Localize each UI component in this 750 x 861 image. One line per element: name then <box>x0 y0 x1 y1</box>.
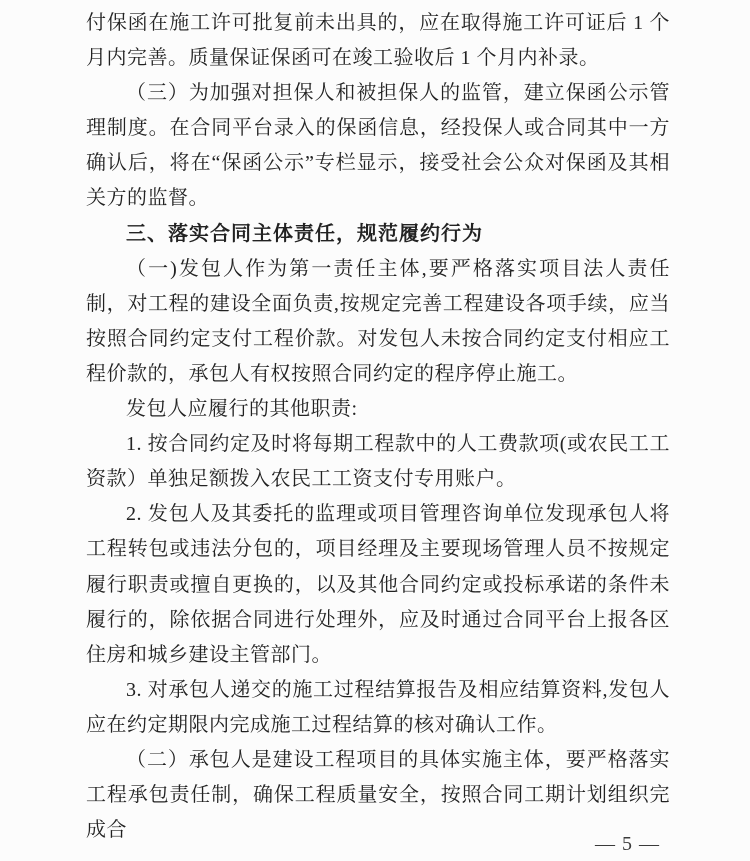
paragraph-duty-2-subcontracting-report: 2. 发包人及其委托的监理或项目管理咨询单位发现承包人将工程转包或违法分包的，项目经理及主要现场管理人员不按规定履行职责或擅自更换的，以及其他合同约定或投标承诺的条件未履行的，除依据合同进行处理外，应及时通过合同平台上报各区住房和城乡建设主管部门。 <box>86 503 670 666</box>
paragraph-item-1-employer-responsibility: （一)发包人作为第一责任主体,要严格落实项目法人责任制，对工程的建设全面负责,按规定完善工程建设各项手续，应当按照合同约定支付工程价款。对发包人未按合同约定支付相应工程价款的，承包人有权按照合同约定的程序停止施工。 <box>86 257 670 385</box>
paragraph-duty-1-wage-account: 1. 按合同约定及时将每期工程款中的人工费款项(或农民工工资款）单独足额拨入农民工工资支付专用账户。 <box>86 433 670 491</box>
page-number: — 5 — <box>595 833 660 855</box>
paragraph-item-2-contractor-responsibility: （二）承包人是建设工程项目的具体实施主体，要严格落实工程承包责任制，确保工程质量安全，按照合同工期计划组织完成合 <box>86 748 670 842</box>
paragraph-continuation: 付保函在施工许可批复前未出具的，应在取得施工许可证后 1 个月内完善。质量保证保函可在竣工验收后 1 个月内补录。 <box>86 12 670 70</box>
document-page <box>86 6 670 848</box>
paragraph-item-3-guarantee-publicity: （三）为加强对担保人和被担保人的监管，建立保函公示管理制度。在合同平台录入的保函信息，经投保人或合同其中一方确认后，将在“保函公示”专栏显示，接受社会公众对保函及其相关方的监督。 <box>86 82 670 210</box>
paragraph-employer-duties-lead: 发包人应履行的其他职责: <box>126 398 358 421</box>
paragraph-duty-3-settlement-confirmation: 3. 对承包人递交的施工过程结算报告及相应结算资料,发包人应在约定期限内完成施工过程结算的核对确认工作。 <box>86 678 670 736</box>
section-heading-3: 三、落实合同主体责任，规范履约行为 <box>126 222 483 245</box>
